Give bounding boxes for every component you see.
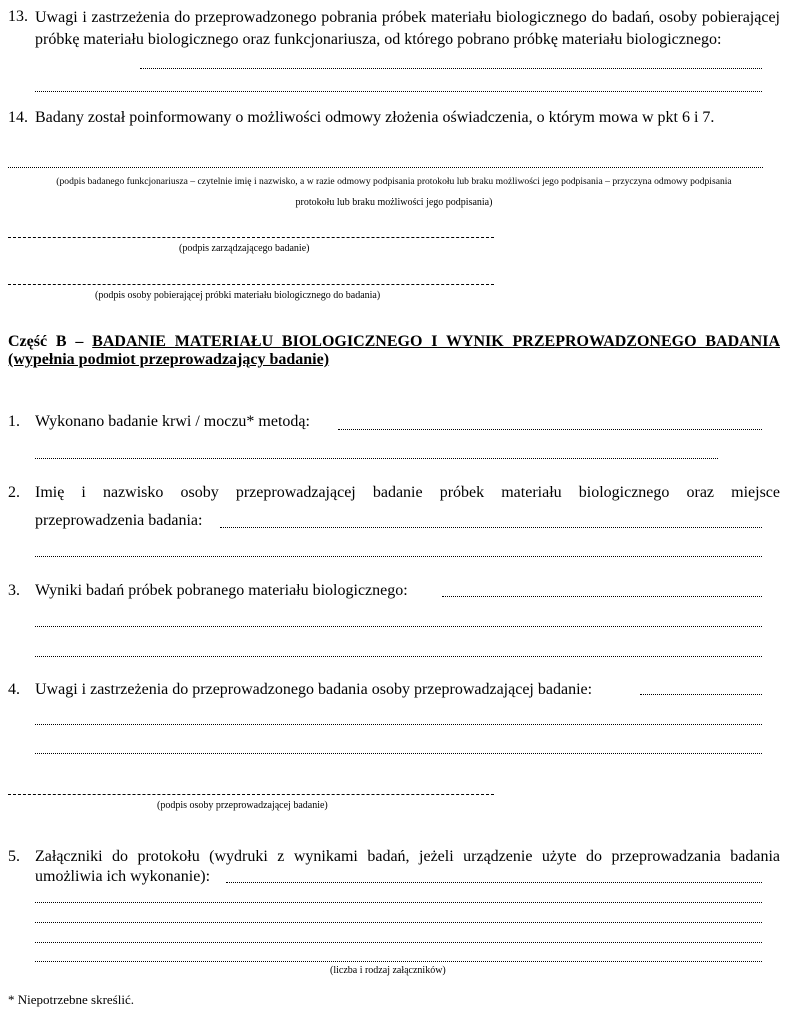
item-2-field-line-1[interactable] [220,527,762,528]
item-1-field-line-1[interactable] [338,429,762,430]
item-14-text: Badany został poinformowany o możliwości odmowy złożenia oświadczenia, o którym mowa w pkt 6 i 7. [35,109,715,126]
item-4-text: Uwagi i zastrzeżenia do przeprowadzonego badania osoby przeprowadzającej badanie: [35,681,593,698]
item-5-text-line2: umożliwia ich wykonanie): [35,868,211,885]
item-2-text-line2: przeprowadzenia badania: [35,512,203,529]
item-1-field-line-2[interactable] [35,458,718,459]
examined-signature-caption: (podpis badanego funkcjonariusza – czytelnie imię i nazwisko, a w razie odmowy podpisania protokołu lub braku możliwości jego podpisania – przyczyna odmowy podpisania [56,176,732,187]
item-3-field-line-2[interactable] [35,626,762,627]
item-2-field-line-2[interactable] [35,556,762,557]
part-b-heading [8,333,780,369]
item-14-number: 14. [8,109,28,126]
attachments-caption: (liczba i rodzaj załączników) [330,965,446,976]
item-2-text-line1: Imię i nazwisko osoby przeprowadzającej badanie próbek materiału biologicznego oraz miejsce [35,484,780,501]
item-4-number: 4. [8,681,20,698]
examined-signature-line[interactable] [8,167,763,168]
part-b-prefix: Część B – [8,333,84,350]
item-5-text-line1: Załączniki do protokołu (wydruki z wynikami badań, jeżeli urządzenie użyte do przeprowadzania badania [35,848,780,865]
item-3-text: Wyniki badań próbek pobranego materiału biologicznego: [35,582,408,599]
item-5-field-line-5[interactable] [35,961,762,962]
item-4-field-line-1[interactable] [640,694,762,695]
tester-signature-line[interactable] [8,794,494,795]
item-5-number: 5. [8,848,20,865]
item-13-field-line-2[interactable] [35,91,762,92]
item-13-number: 13. [8,8,28,25]
item-1-text: Wykonano badanie krwi / moczu* metodą: [35,413,310,430]
item-1-number: 1. [8,413,20,430]
item-3-number: 3. [8,582,20,599]
item-13-field-line-1[interactable] [140,68,762,69]
item-3-field-line-3[interactable] [35,656,762,657]
item-5-field-line-2[interactable] [35,902,762,903]
item-3-field-line-1[interactable] [442,596,762,597]
item-2-number: 2. [8,484,20,501]
footnote: * Niepotrzebne skreślić. [8,992,134,1007]
manager-signature-caption: (podpis zarządzającego badanie) [179,243,310,254]
item-5-field-line-4[interactable] [35,942,762,943]
item-13-text: Uwagi i zastrzeżenia do przeprowadzonego pobrania próbek materiału biologicznego do badań, osoby pobierającej próbkę materiału biologicznego oraz funkcjonariusza, od którego pobrano próbkę materiału biologicznego: [35,9,780,48]
item-4-field-line-2[interactable] [35,724,762,725]
examined-signature-caption-line2: protokołu lub braku możliwości jego podpisania) [295,197,493,208]
collector-signature-line[interactable] [8,284,494,285]
manager-signature-line[interactable] [8,237,494,238]
item-5-field-line-1[interactable] [226,882,762,883]
collector-signature-caption: (podpis osoby pobierającej próbki materiału biologicznego do badania) [95,290,381,301]
item-5-field-line-3[interactable] [35,922,762,923]
tester-signature-caption: (podpis osoby przeprowadzającej badanie) [157,800,328,811]
item-4-field-line-3[interactable] [35,753,762,754]
part-b-title: BADANIE MATERIAŁU BIOLOGICZNEGO I WYNIK PRZEPROWADZONEGO BADANIA (wypełnia podmiot przeprowadzający badanie) [8,333,781,368]
